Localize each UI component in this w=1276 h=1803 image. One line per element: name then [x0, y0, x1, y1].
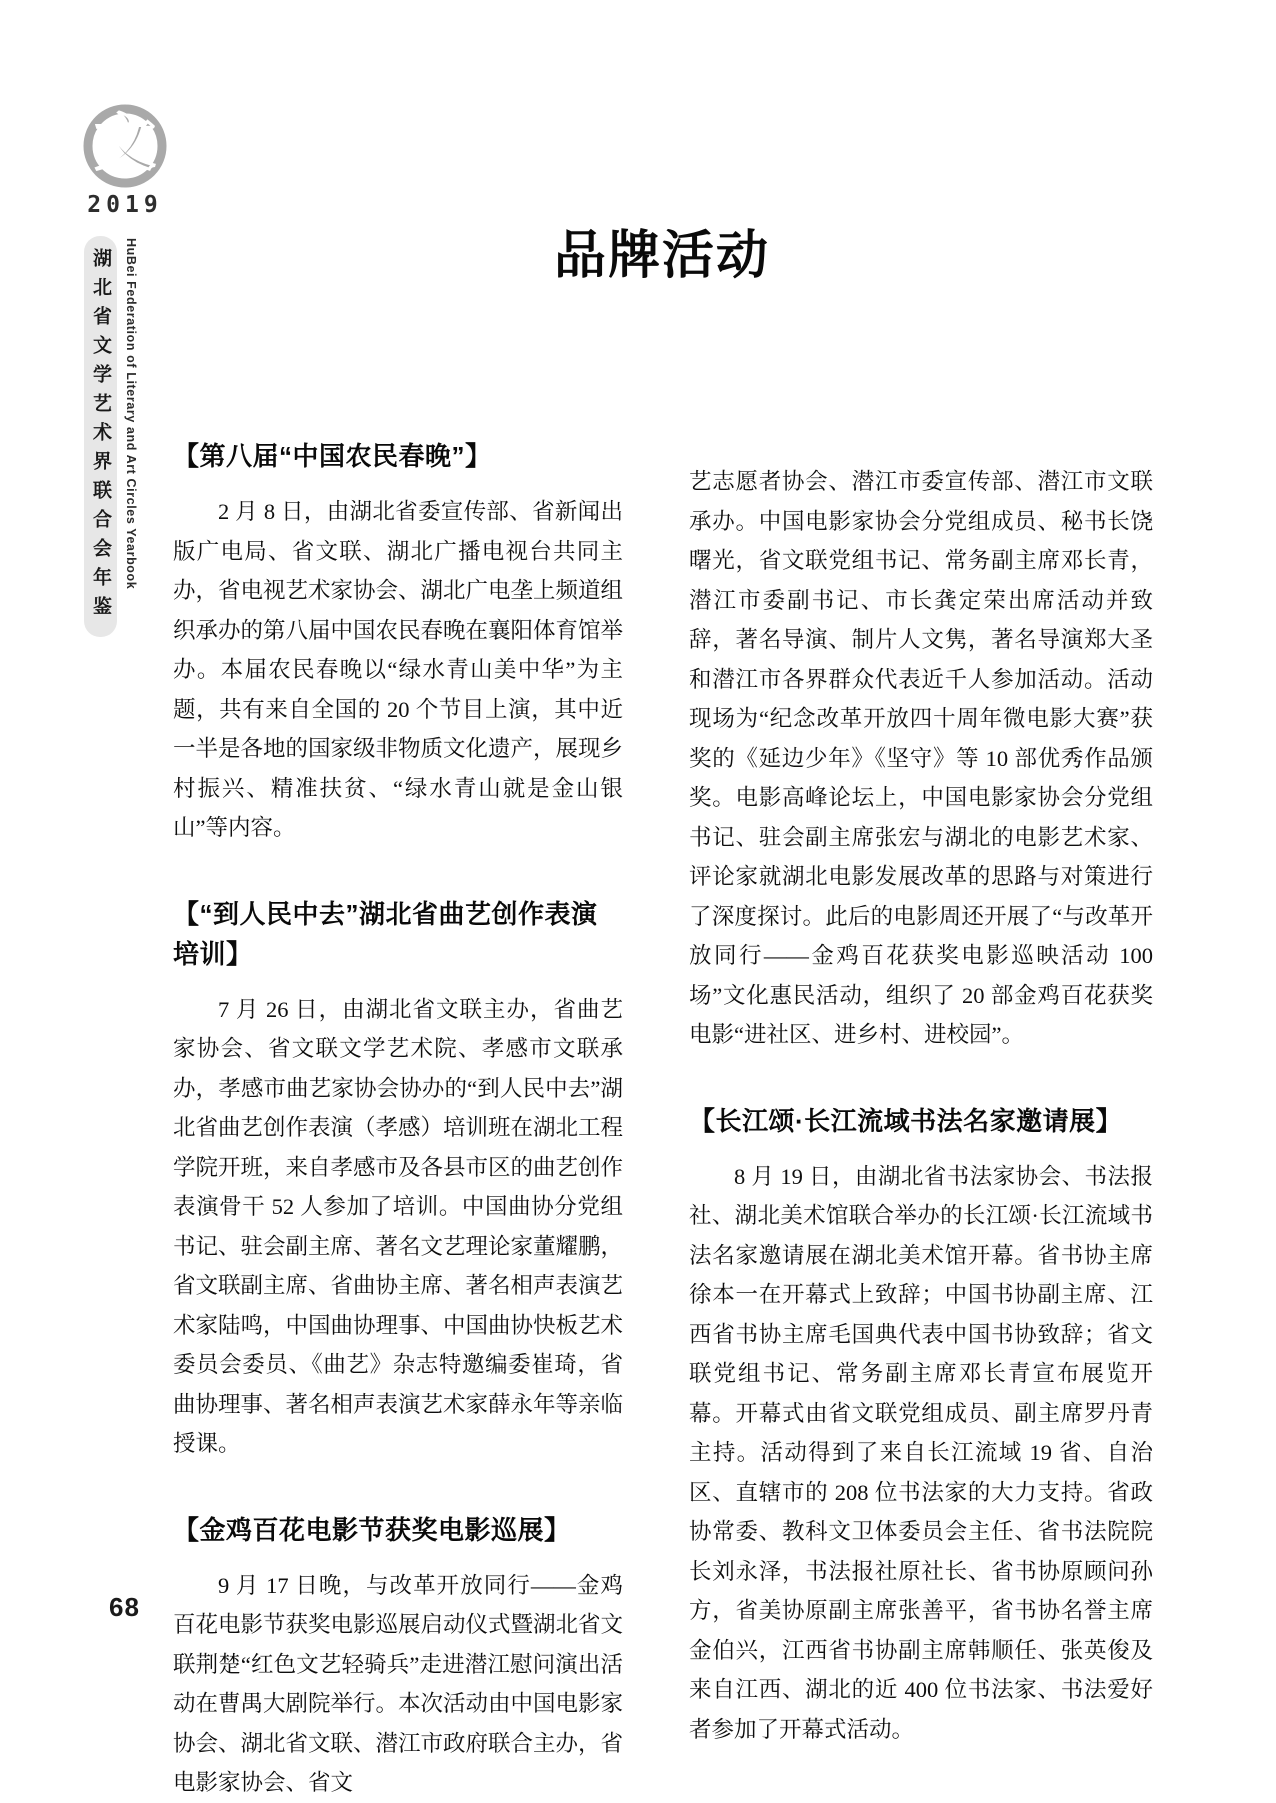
article-body: [173, 436, 1153, 1803]
spine-title-chinese: 湖北省文学艺术界联合会年鉴: [84, 236, 117, 637]
page-title: 品牌活动: [553, 228, 770, 285]
section-paragraph-farmers-gala: 2 月 8 日，由湖北省委宣传部、省新闻出版广电局、省文联、湖北广播电视台共同主办，省电视艺术家协会、湖北广电垄上频道组织承办的第八届中国农民春晚在襄阳体育馆举办。本届农民春晚以“绿水青山美中华”为主题，共有来自全国的 20 个节目上演，其中近一半是各地的国家级非物质文化遗产，展现乡村振兴、精准扶贫、“绿水青山就是金山银山”等内容。: [173, 499, 624, 840]
spine-title-english: HuBei Federation of Literary and Art Circles Yearbook: [124, 238, 138, 590]
right-column: [689, 436, 1153, 1803]
section-heading-quyi-training: 【“到人民中去”湖北省曲艺创作表演培训】: [173, 898, 598, 969]
yearbook-year-label: 2019: [87, 192, 163, 218]
left-column: [173, 436, 623, 1803]
section-paragraph-film-tour-continued: 艺志愿者协会、潜江市委宣传部、潜江市文联承办。中国电影家协会分党组成员、秘书长饶曙光，省文联党组书记、常务副主席邓长青，潜江市委副书记、市长龚定荣出席活动并致辞，著名导演、制片人文隽，著名导演郑大圣和潜江市各界群众代表近千人参加活动。活动现场为“纪念改革开放四十周年微电影大赛”获奖的《延边少年》《坚守》等 10 部优秀作品颁奖。电影高峰论坛上，中国电影家协会分党组书记、驻会副主席张宏与湖北的电影艺术家、评论家就湖北电影发展改革的思路与对策进行了深度探讨。此后的电影周还开展了“与改革开放同行——金鸡百花获奖电影巡映活动 100 场”文化惠民活动，组织了 20 部金鸡百花获奖电影“进社区、进乡村、进校园”。: [689, 469, 1153, 1047]
page-number: 68: [109, 1592, 140, 1622]
federation-logo-glyph: 文: [93, 110, 157, 178]
section-paragraph-quyi-training: 7 月 26 日，由湖北省文联主办，省曲艺家协会、省文联文学艺术院、孝感市文联承办，孝感市曲艺家协会协办的“到人民中去”湖北省曲艺创作表演（孝感）培训班在湖北工程学院开班，来自孝感市及各县市区的曲艺创作表演骨干 52 人参加了培训。中国曲协分党组书记、驻会副主席、著名文艺理论家董耀鹏，省文联副主席、省曲协主席、著名相声表演艺术家陆鸣，中国曲协理事、中国曲协快板艺术委员会委员、《曲艺》杂志特邀编委崔琦，省曲协理事、著名相声表演艺术家薛永年等亲临授课。: [173, 996, 624, 1456]
section-heading-film-tour: 【金鸡百花电影节获奖电影巡展】: [173, 1514, 571, 1545]
section-paragraph-film-tour: 9 月 17 日晚，与改革开放同行——金鸡百花电影节获奖电影巡展启动仪式暨湖北省文联荆楚“红色文艺轻骑兵”走进潜江慰问演出活动在曹禺大剧院举行。本次活动由中国电影家协会、湖北省文联、潜江市政府联合主办，省电影家协会、省文: [173, 1572, 624, 1795]
branding-block: [70, 98, 180, 218]
federation-logo-icon: [79, 98, 171, 190]
section-heading-calligraphy-exhibition: 【长江颂·长江流域书法名家邀请展】: [689, 1105, 1123, 1136]
section-paragraph-calligraphy-exhibition: 8 月 19 日，由湖北省书法家协会、书法报社、湖北美术馆联合举办的长江颂·长江流域书法名家邀请展在湖北美术馆开幕。省书协主席徐本一在开幕式上致辞；中国书协副主席、江西省书协主席毛国典代表中国书协致辞；省文联党组书记、常务副主席邓长青宣布展览开幕。开幕式由省文联党组成员、副主席罗丹青主持。活动得到了来自长江流域 19 省、自治区、直辖市的 208 位书法家的大力支持。省政协常委、教科文卫体委员会主任、省书法院院长刘永泽，书法报社原社长、省书协原顾问孙方，省美协原副主席张善平，省书协名誉主席金伯兴，江西省书协副主席韩顺任、张英俊及来自江西、湖北的近 400 位书法家、书法爱好者参加了开幕式活动。: [689, 1163, 1153, 1742]
section-heading-farmers-gala: 【第八届“中国农民春晚”】: [173, 441, 492, 471]
